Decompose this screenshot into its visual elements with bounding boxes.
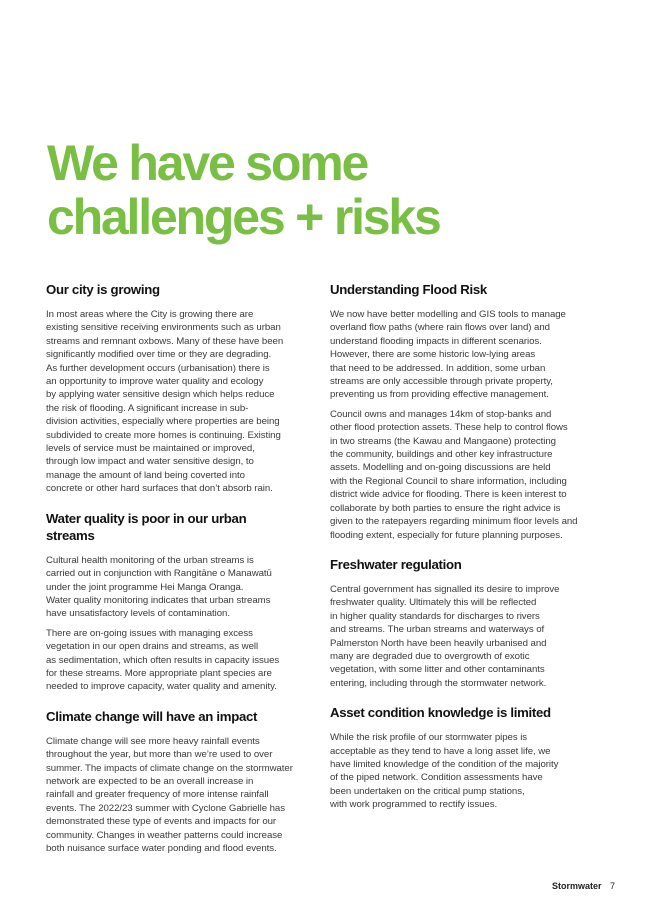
paragraph-line: existing sensitive receiving environments such as urban xyxy=(46,322,281,334)
paragraph-line: subdivided to create more homes is continuing. Existing xyxy=(46,429,281,441)
section-heading: Water quality is poor in our urban streams xyxy=(46,510,247,543)
paragraph-line: acceptable as they tend to have a long asset life, we xyxy=(330,745,551,757)
body-paragraph xyxy=(46,554,297,621)
paragraph-line: have unsatisfactory levels of contamination. xyxy=(46,608,230,620)
page-title xyxy=(47,136,440,244)
paragraph-line: events. The 2022/23 summer with Cyclone Gabrielle has xyxy=(46,802,285,814)
paragraph-line: in two streams (the Kawau and Mangaone) protecting xyxy=(330,435,556,447)
paragraph-line: by applying water sensitive design which helps reduce xyxy=(46,389,275,401)
paragraph-line: We now have better modelling and GIS tools to manage xyxy=(330,309,566,320)
body-paragraph xyxy=(330,731,596,811)
paragraph-line: with the Regional Council to share information, including xyxy=(330,475,567,487)
paragraph-line: entering, including through the stormwater network. xyxy=(330,677,547,689)
body-paragraph xyxy=(330,408,596,542)
page-title-line: We have some xyxy=(47,135,368,191)
paragraph-line: demonstrated these type of events and impacts for our xyxy=(46,816,277,828)
section-asset-condition-knowledge-is-limited xyxy=(330,704,596,811)
paragraph-line: In most areas where the City is growing there are xyxy=(46,309,254,320)
paragraph-line: There are on-going issues with managing excess xyxy=(46,627,253,639)
paragraph-line: freshwater quality. Ultimately this will be reflected xyxy=(330,597,537,609)
paragraph-line: rainfall and greater frequency of more intense rainfall xyxy=(46,789,269,801)
paragraph-line: summer. The impacts of climate change on the stormwater xyxy=(46,762,293,774)
paragraph-line: While the risk profile of our stormwater pipes is xyxy=(330,732,528,744)
paragraph-line: However, there are some historic low-lying areas xyxy=(330,349,536,361)
paragraph-line: carried out in conjunction with Rangitāne o Manawatū xyxy=(46,568,272,580)
paragraph-line: division activities, especially where properties are being xyxy=(46,416,280,428)
body-paragraph xyxy=(330,308,596,402)
paragraph-line: with work programmed to rectify issues. xyxy=(330,799,498,811)
section-heading: Asset condition knowledge is limited xyxy=(330,705,551,721)
paragraph-line: Central government has signalled its desire to improve xyxy=(330,583,560,595)
page-number: 7 xyxy=(609,881,615,891)
paragraph-line: concrete or other hard surfaces that don’t absorb rain. xyxy=(46,483,273,495)
left-column xyxy=(46,281,297,869)
section-heading: Our city is growing xyxy=(46,282,160,297)
paragraph-line: needed to improve capacity, water quality and amenity. xyxy=(46,681,277,693)
paragraph-line: significantly modified over time or they are degrading. xyxy=(46,349,272,361)
paragraph-line: the risk of flooding. A significant increase in sub- xyxy=(46,402,249,414)
section-freshwater-regulation xyxy=(330,556,596,690)
body-paragraph xyxy=(46,735,297,856)
paragraph-line: in higher quality standards for discharges to rivers xyxy=(330,610,540,622)
section-our-city-is-growing xyxy=(46,281,297,496)
paragraph-line: as sedimentation, which often results in capacity issues xyxy=(46,654,280,666)
paragraph-line: streams and remnant oxbows. Many of these have been xyxy=(46,335,284,347)
paragraph-line: have limited knowledge of the condition of the majority xyxy=(330,758,559,770)
paragraph-line: Climate change will see more heavy rainfall events xyxy=(46,735,260,747)
body-paragraph xyxy=(330,583,596,690)
paragraph-line: Council owns and manages 14km of stop-banks and xyxy=(330,408,552,420)
paragraph-line: streams are only accessible through private property, xyxy=(330,376,553,388)
section-climate-change-will-have-an-impact xyxy=(46,708,297,856)
section-heading: Climate change will have an impact xyxy=(46,708,258,724)
paragraph-line: manage the amount of land being coverted into xyxy=(46,469,245,481)
right-column xyxy=(330,281,596,826)
section-heading: Understanding Flood Risk xyxy=(330,282,487,297)
paragraph-line: Water quality monitoring indicates that urban streams xyxy=(46,594,271,606)
paragraph-line: understand flooding impacts in different scenarios. xyxy=(330,335,542,347)
paragraph-line: overland flow paths (where rain flows over land) and xyxy=(330,322,550,334)
paragraph-line: levels of service must be maintained or improved, xyxy=(46,443,255,455)
paragraph-line: that need to be addressed. In addition, some urban xyxy=(330,362,546,374)
footer-section-label: Stormwater xyxy=(551,881,602,891)
paragraph-line: district wide advice for flooding. There is keen interest to xyxy=(330,489,567,501)
paragraph-line: Palmerston North have been heavily urbanised and xyxy=(330,637,547,649)
paragraph-line: network are expected to be an overall increase in xyxy=(46,775,254,787)
paragraph-line: vegetation in our open drains and streams, as well xyxy=(46,641,259,653)
paragraph-line: the community, buildings and other key infrastructure xyxy=(330,449,553,461)
paragraph-line: throughout the year, but more than we’re used to over xyxy=(46,749,273,761)
paragraph-line: Cultural health monitoring of the urban streams is xyxy=(46,554,254,566)
page-footer xyxy=(552,880,615,892)
section-understanding-flood-risk xyxy=(330,281,596,542)
paragraph-line: collaborate by both parties to ensure the right advice is xyxy=(330,502,561,514)
paragraph-line: preventing us from providing effective management. xyxy=(330,389,549,401)
paragraph-line: given to the ratepayers regarding minimum floor levels and xyxy=(330,516,578,528)
paragraph-line: for these streams. More appropriate plant species are xyxy=(46,667,272,679)
paragraph-line: As further development occurs (urbanisation) there is xyxy=(46,362,270,374)
body-paragraph xyxy=(46,308,297,496)
paragraph-line: vegetation, with some litter and other contaminants xyxy=(330,664,545,676)
paragraph-line: community. Changes in weather patterns could increase xyxy=(46,829,283,841)
paragraph-line: many are degraded due to overgrowth of exotic xyxy=(330,650,530,662)
paragraph-line: been undertaken on the critical pump stations, xyxy=(330,785,525,797)
paragraph-line: and streams. The urban streams and waterways of xyxy=(330,624,545,636)
page-title-line: challenges + risks xyxy=(47,189,440,245)
paragraph-line: of the piped network. Condition assessments have xyxy=(330,772,543,784)
paragraph-line: both nuisance surface water ponding and flood events. xyxy=(46,843,277,854)
paragraph-line: assets. Modelling and on-going discussions are held xyxy=(330,462,551,474)
body-paragraph xyxy=(46,627,297,694)
section-water-quality-is-poor-in-our-urban-streams xyxy=(46,510,297,694)
section-heading: Freshwater regulation xyxy=(330,556,462,572)
paragraph-line: an opportunity to improve water quality and ecology xyxy=(46,376,264,388)
paragraph-line: under the joint programme Hei Manga Oranga. xyxy=(46,581,244,593)
paragraph-line: flooding extent, especially for future planning purposes. xyxy=(330,529,563,541)
paragraph-line: through low impact and water sensitive design, to xyxy=(46,456,254,468)
paragraph-line: other flood protection assets. These help to control flows xyxy=(330,422,568,434)
